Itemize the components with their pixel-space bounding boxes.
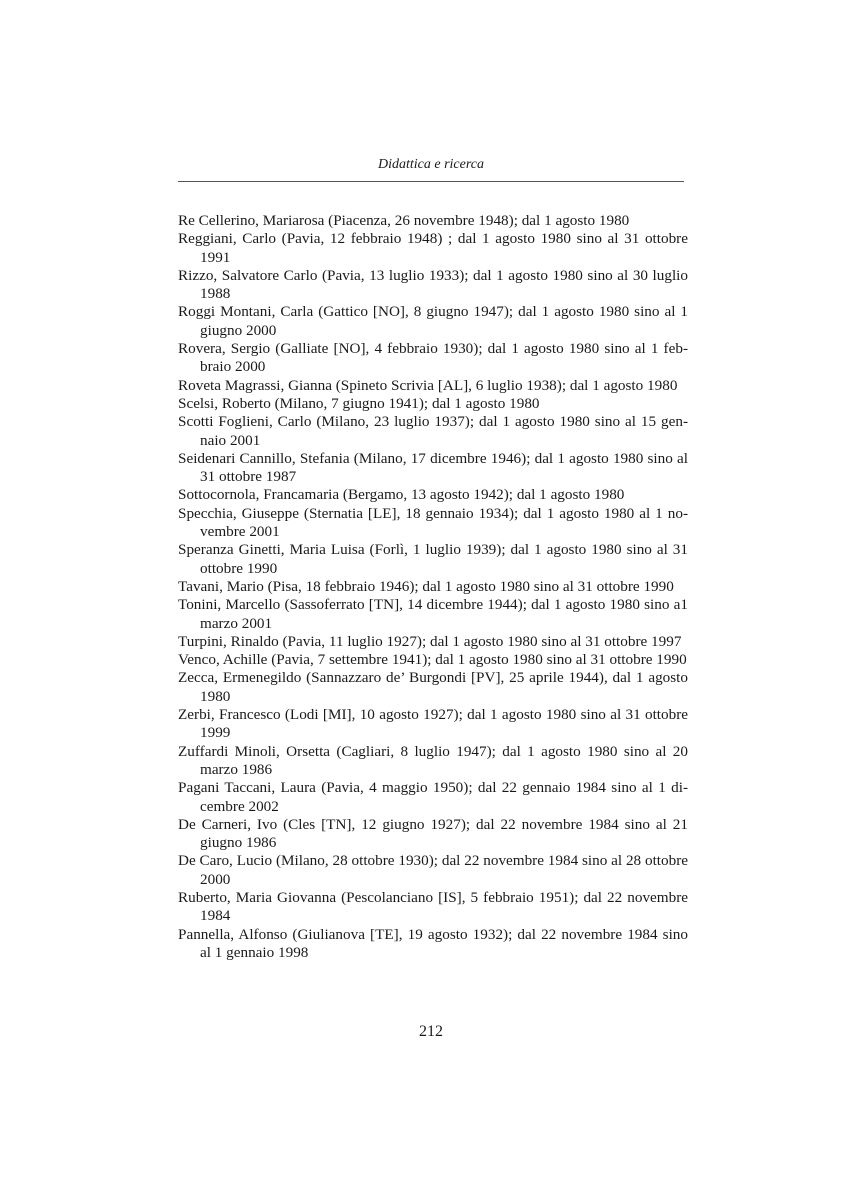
list-item: Specchia, Giuseppe (Sternatia [LE], 18 gennaio 1934); dal 1 agosto 1980 al 1 novembre 2001 — [178, 504, 688, 541]
header-rule — [178, 181, 684, 182]
list-item: Re Cellerino, Mariarosa (Piacenza, 26 novembre 1948); dal 1 agosto 1980 — [178, 212, 630, 229]
list-item: Roggi Montani, Carla (Gattico [NO], 8 giugno 1947); dal 1 agosto 1980 sino al 1 giugno 2000 — [178, 303, 688, 339]
list-item: Seidenari Cannillo, Stefania (Milano, 17 dicembre 1946); dal 1 agosto 1980 sino al 31 ottobre 1987 — [178, 449, 688, 486]
list-item: Scelsi, Roberto (Milano, 7 giugno 1941); dal 1 agosto 1980 — [178, 394, 540, 412]
list-item: Zecca, Ermenegildo (Sannazzaro de’ Burgondi [PV], 25 aprile 1944), dal 1 agosto 1980 — [178, 669, 688, 705]
list-item: Tavani, Mario (Pisa, 18 febbraio 1946); dal 1 agosto 1980 sino al 31 ottobre 1990 — [178, 577, 674, 595]
list-item: Tonini, Marcello (Sassoferrato [TN], 14 dicembre 1944); dal 1 agosto 1980 sino a1 marzo 2001 — [178, 596, 688, 632]
running-title: Didattica e ricerca — [377, 157, 484, 172]
list-item: Rovera, Sergio (Galliate [NO], 4 febbraio 1930); dal 1 agosto 1980 sino al 1 febbraio 2000 — [178, 340, 688, 376]
list-item: De Carneri, Ivo (Cles [TN], 12 giugno 1927); dal 22 novembre 1984 sino al 21 giugno 1986 — [178, 815, 688, 852]
list-item: Zuffardi Minoli, Orsetta (Cagliari, 8 luglio 1947); dal 1 agosto 1980 sino al 20 marzo 1986 — [178, 742, 688, 778]
list-item: Zerbi, Francesco (Lodi [MI], 10 agosto 1927); dal 1 agosto 1980 sino al 31 ottobre 1999 — [178, 706, 688, 742]
list-item: Pagani Taccani, Laura (Pavia, 4 maggio 1950); dal 22 gennaio 1984 sino al 1 dicembre 2002 — [178, 779, 688, 815]
list-item: Speranza Ginetti, Maria Luisa (Forlì, 1 luglio 1939); dal 1 agosto 1980 sino al 31 ottobre 1990 — [178, 541, 688, 577]
list-item: De Caro, Lucio (Milano, 28 ottobre 1930); dal 22 novembre 1984 sino al 28 ottobre 2000 — [178, 852, 688, 888]
list-item: Pannella, Alfonso (Giulianova [TE], 19 agosto 1932); dal 22 novembre 1984 sino al 1 gennaio 1998 — [178, 925, 688, 961]
list-item: Reggiani, Carlo (Pavia, 12 febbraio 1948) ; dal 1 agosto 1980 sino al 31 ottobre 1991 — [178, 230, 688, 266]
faculty-list — [178, 212, 688, 962]
list-item: Turpini, Rinaldo (Pavia, 11 luglio 1927); dal 1 agosto 1980 sino al 31 ottobre 1997 — [178, 632, 682, 650]
page-number: 212 — [419, 1023, 443, 1040]
list-item: Roveta Magrassi, Gianna (Spineto Scrivia [AL], 6 luglio 1938); dal 1 agosto 1980 — [178, 376, 678, 394]
list-item: Scotti Foglieni, Carlo (Milano, 23 luglio 1937); dal 1 agosto 1980 sino al 15 gennaio 2001 — [178, 413, 688, 449]
list-item: Sottocornola, Francamaria (Bergamo, 13 agosto 1942); dal 1 agosto 1980 — [178, 486, 625, 504]
list-item: Rizzo, Salvatore Carlo (Pavia, 13 luglio 1933); dal 1 agosto 1980 sino al 30 luglio 1988 — [178, 266, 688, 303]
list-item: Venco, Achille (Pavia, 7 settembre 1941); dal 1 agosto 1980 sino al 31 ottobre 1990 — [178, 651, 687, 669]
list-item: Ruberto, Maria Giovanna (Pescolanciano [IS], 5 febbraio 1951); dal 22 novembre 1984 — [178, 888, 688, 925]
